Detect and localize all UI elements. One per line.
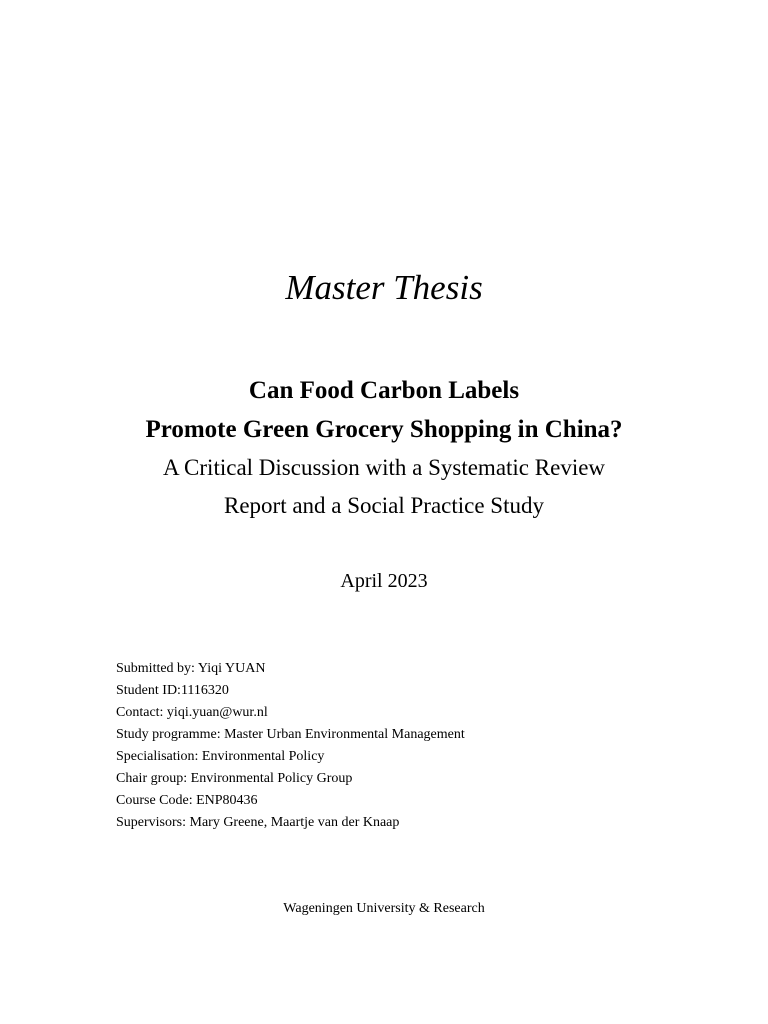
supervisors: Supervisors: Mary Greene, Maartje van der Knaap (116, 815, 400, 830)
specialisation: Specialisation: Environmental Policy (116, 749, 325, 764)
student-id: Student ID:1116320 (116, 683, 229, 698)
thesis-title-line-1: Can Food Carbon Labels (248, 377, 520, 404)
contact-email: Contact: yiqi.yuan@wur.nl (116, 705, 268, 720)
document-type-heading: Master Thesis (285, 268, 483, 307)
study-programme: Study programme: Master Urban Environmental Management (116, 727, 465, 742)
thesis-title-line-2: Promote Green Grocery Shopping in China? (145, 416, 623, 443)
chair-group: Chair group: Environmental Policy Group (116, 771, 353, 786)
thesis-subtitle-line-1: A Critical Discussion with a Systematic Review (162, 455, 606, 480)
course-code: Course Code: ENP80436 (116, 793, 258, 808)
thesis-subtitle-line-2: Report and a Social Practice Study (223, 493, 544, 518)
submission-date: April 2023 (340, 570, 428, 592)
institution-name: Wageningen University & Research (283, 901, 485, 916)
submission-details (116, 658, 465, 834)
submitted-by: Submitted by: Yiqi YUAN (116, 661, 266, 676)
